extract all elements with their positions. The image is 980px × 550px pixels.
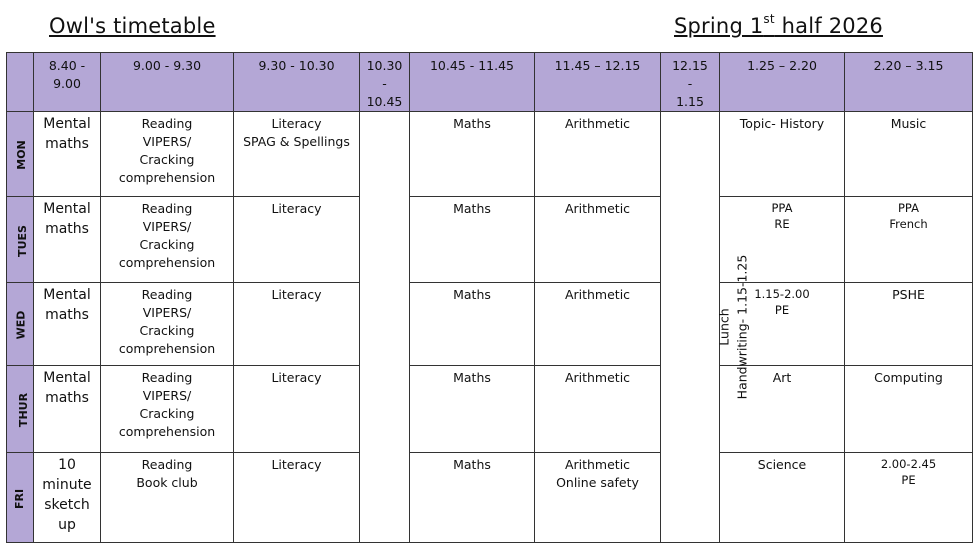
day-label-cell xyxy=(7,366,34,453)
day-row xyxy=(7,283,973,366)
mental-maths-cell-text: 10 xyxy=(58,457,76,473)
reading-cell-text: comprehension xyxy=(118,424,216,439)
literacy-cell-text: Literacy xyxy=(271,287,322,302)
reading-cell-text: Reading xyxy=(141,116,193,131)
afternoon-2-cell xyxy=(845,197,973,283)
time-slot-header xyxy=(845,53,973,112)
literacy-cell xyxy=(234,197,360,283)
maths-cell xyxy=(410,112,535,197)
break-cell xyxy=(360,112,410,543)
arithmetic-cell-text: Arithmetic xyxy=(564,201,631,216)
afternoon-2-cell xyxy=(845,453,973,543)
reading-cell-text: Reading xyxy=(141,287,193,302)
day-row xyxy=(7,112,973,197)
arithmetic-cell xyxy=(535,453,661,543)
time-slot-text: 10.30 xyxy=(366,58,403,73)
afternoon-2-cell-text: Computing xyxy=(874,370,943,385)
mental-maths-cell xyxy=(34,112,101,197)
maths-cell xyxy=(410,453,535,543)
time-slot-text: 8.40 - xyxy=(48,58,86,73)
mental-maths-cell-text: maths xyxy=(45,390,89,406)
lunch-cell xyxy=(661,112,750,543)
time-slot-header xyxy=(720,53,845,112)
reading-cell-text: VIPERS/ xyxy=(142,388,192,403)
time-slot-text: 9.00 - 9.30 xyxy=(132,58,202,73)
reading-cell-text: Cracking xyxy=(139,323,195,338)
mental-maths-cell-text: Mental xyxy=(43,370,91,386)
afternoon-2-cell-text: 2.00-2.45 xyxy=(880,457,937,471)
arithmetic-cell-text: Arithmetic xyxy=(564,370,631,385)
time-slot-header xyxy=(360,53,410,112)
literacy-cell-text: Literacy xyxy=(271,370,322,385)
maths-cell-text: Maths xyxy=(453,287,491,302)
mental-maths-cell-text: minute xyxy=(42,477,92,493)
reading-cell-text: comprehension xyxy=(118,170,216,185)
time-slot-text: 10.45 - 11.45 xyxy=(429,58,515,73)
afternoon-2-cell-text: PPA xyxy=(897,201,919,215)
afternoon-1-cell-text: PE xyxy=(774,303,790,317)
literacy-cell-text: Literacy xyxy=(271,457,322,472)
afternoon-2-cell xyxy=(845,112,973,197)
afternoon-2-cell-text: PSHE xyxy=(892,287,925,302)
afternoon-2-cell-text: Music xyxy=(890,116,927,131)
day-row xyxy=(7,453,973,543)
afternoon-1-cell-text: Science xyxy=(757,457,807,472)
lunch-text: Handwriting- 1.15-1.25 xyxy=(734,254,750,400)
afternoon-2-cell-text: PE xyxy=(901,473,916,487)
arithmetic-cell-text: Arithmetic xyxy=(564,457,631,472)
time-slot-text: 1.25 – 2.20 xyxy=(747,58,817,73)
time-slot-text: 9.00 xyxy=(53,76,81,91)
time-slot-header xyxy=(101,53,234,112)
maths-cell xyxy=(410,366,535,453)
mental-maths-cell-text: Mental xyxy=(43,287,91,303)
mental-maths-cell xyxy=(34,197,101,283)
lunch-label xyxy=(715,255,751,400)
day-row xyxy=(7,197,973,283)
literacy-cell xyxy=(234,453,360,543)
arithmetic-cell xyxy=(535,283,661,366)
reading-cell-text: VIPERS/ xyxy=(142,134,192,149)
time-slot-text: 2.20 – 3.15 xyxy=(873,58,944,73)
day-label-cell xyxy=(7,453,34,543)
reading-cell-text: comprehension xyxy=(118,255,216,270)
mental-maths-cell-text: Mental xyxy=(43,201,91,217)
day-label-cell xyxy=(7,112,34,197)
reading-cell-text: VIPERS/ xyxy=(142,219,192,234)
afternoon-1-cell-text: Topic- History xyxy=(739,116,825,131)
time-slot-header xyxy=(535,53,661,112)
reading-cell-text: Reading xyxy=(141,370,193,385)
mental-maths-cell-text: sketch xyxy=(44,497,90,513)
reading-cell-text: VIPERS/ xyxy=(142,305,192,320)
afternoon-2-cell xyxy=(845,366,973,453)
reading-cell-text: Reading xyxy=(141,457,193,472)
time-slot-text: 1.15 xyxy=(676,94,704,109)
mental-maths-cell-text: maths xyxy=(45,307,89,323)
reading-cell xyxy=(101,453,234,543)
reading-cell xyxy=(101,197,234,283)
afternoon-1-cell-text: Art xyxy=(772,370,792,385)
reading-cell-text: Cracking xyxy=(139,237,195,252)
maths-cell-text: Maths xyxy=(453,370,491,385)
maths-cell-text: Maths xyxy=(453,201,491,216)
afternoon-1-cell-text: PPA xyxy=(771,201,793,215)
corner-cell xyxy=(7,53,34,112)
timetable-grid xyxy=(6,52,973,543)
day-label: WED xyxy=(14,310,28,340)
literacy-cell-text: SPAG & Spellings xyxy=(243,134,350,149)
header-row xyxy=(7,53,973,112)
time-slot-header xyxy=(234,53,360,112)
mental-maths-cell xyxy=(34,453,101,543)
day-label: TUES xyxy=(15,224,29,257)
reading-cell xyxy=(101,366,234,453)
day-label: FRI xyxy=(12,488,26,509)
term-title-prefix: Spring 1 xyxy=(674,14,764,38)
arithmetic-cell xyxy=(535,366,661,453)
reading-cell-text: Cracking xyxy=(139,406,195,421)
literacy-cell xyxy=(234,112,360,197)
reading-cell-text: comprehension xyxy=(118,341,216,356)
arithmetic-cell-text: Online safety xyxy=(556,475,639,490)
reading-cell-text: Book club xyxy=(136,475,198,490)
time-slot-text: 9.30 - 10.30 xyxy=(258,58,335,73)
afternoon-1-cell-text: RE xyxy=(774,217,790,231)
mental-maths-cell-text: Mental xyxy=(43,116,91,132)
time-slot-text: - xyxy=(382,76,387,91)
term-title xyxy=(674,14,883,38)
day-label: MON xyxy=(14,140,28,170)
time-slot-text: 11.45 – 12.15 xyxy=(554,58,641,73)
mental-maths-cell-text: maths xyxy=(45,136,89,152)
afternoon-1-cell xyxy=(720,112,845,197)
afternoon-2-cell xyxy=(845,283,973,366)
maths-cell xyxy=(410,197,535,283)
term-title-suffix: half 2026 xyxy=(774,14,883,38)
lunch-text: Lunch xyxy=(716,308,732,346)
mental-maths-cell-text: maths xyxy=(45,221,89,237)
reading-cell xyxy=(101,283,234,366)
afternoon-1-cell-text: 1.15-2.00 xyxy=(754,287,810,301)
time-slot-header xyxy=(661,53,720,112)
day-label-cell xyxy=(7,283,34,366)
arithmetic-cell-text: Arithmetic xyxy=(564,287,631,302)
maths-cell-text: Maths xyxy=(453,457,491,472)
reading-cell xyxy=(101,112,234,197)
literacy-cell xyxy=(234,366,360,453)
day-label: THUR xyxy=(17,392,31,428)
arithmetic-cell xyxy=(535,197,661,283)
arithmetic-cell xyxy=(535,112,661,197)
arithmetic-cell-text: Arithmetic xyxy=(564,116,631,131)
time-slot-text: 10.45 xyxy=(366,94,403,109)
afternoon-1-cell xyxy=(720,453,845,543)
mental-maths-cell-text: up xyxy=(58,517,76,533)
reading-cell-text: Cracking xyxy=(139,152,195,167)
mental-maths-cell xyxy=(34,366,101,453)
mental-maths-cell xyxy=(34,283,101,366)
maths-cell xyxy=(410,283,535,366)
literacy-cell xyxy=(234,283,360,366)
term-title-superscript: st xyxy=(763,12,775,26)
literacy-cell-text: Literacy xyxy=(271,201,322,216)
literacy-cell-text: Literacy xyxy=(271,116,322,131)
afternoon-2-cell-text: French xyxy=(889,217,928,231)
time-slot-text: - xyxy=(687,76,693,91)
time-slot-header xyxy=(34,53,101,112)
time-slot-text: 12.15 xyxy=(672,58,708,73)
maths-cell-text: Maths xyxy=(453,116,491,131)
day-row xyxy=(7,366,973,453)
day-label-cell xyxy=(7,197,34,283)
time-slot-header xyxy=(410,53,535,112)
reading-cell-text: Reading xyxy=(141,201,193,216)
page-title: Owl's timetable xyxy=(49,14,216,38)
